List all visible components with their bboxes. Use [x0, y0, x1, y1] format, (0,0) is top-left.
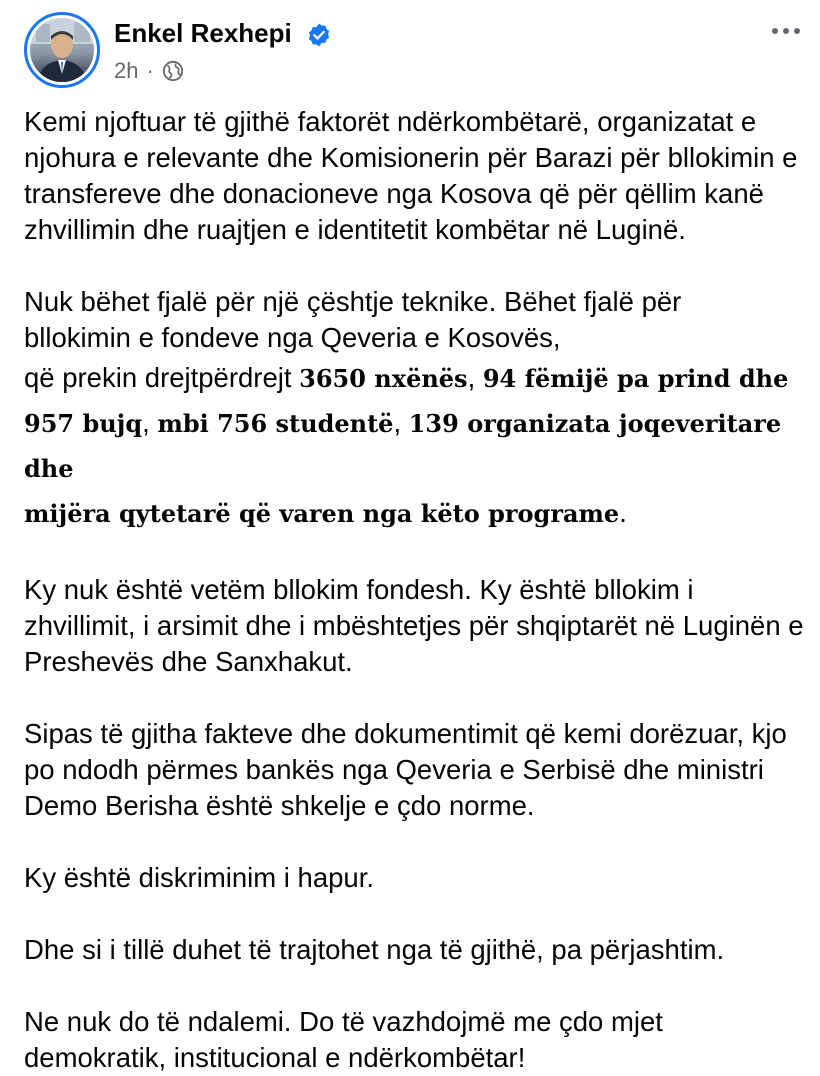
more-dot [794, 28, 800, 34]
bold-students-count: 3650 nxënës [299, 364, 468, 393]
p2-line-1: Nuk bëhet fjalë për një çështje teknike. Bëhet fjalë për [24, 286, 682, 317]
meta-separator: · [146, 58, 154, 83]
globe-icon[interactable] [162, 60, 184, 82]
post-timestamp[interactable]: 2h [114, 58, 139, 83]
post-paragraph-3: Ky nuk është vetëm bllokim fondesh. Ky është bllokim i zhvillimit, i arsimit dhe i mbështetjes për shqiptarët në Luginën e Preshevës dhe Sanxhakut. [24, 574, 804, 677]
post-paragraph-6: Dhe si i tillë duhet të trajtohet nga të gjithë, pa përjashtim. [24, 934, 725, 965]
more-options-icon[interactable] [766, 16, 806, 46]
post-body [24, 104, 810, 1076]
post-meta [114, 58, 184, 84]
verified-badge-icon [306, 22, 332, 48]
profile-photo [30, 18, 94, 82]
more-dot [772, 28, 778, 34]
p2-comma: , [467, 362, 483, 393]
bold-citizens: mijëra qytetarë që varen nga këto programe [24, 499, 620, 528]
p2-comma: , [393, 407, 409, 438]
author-name[interactable]: Enkel Rexhepi [114, 18, 292, 48]
more-dot [783, 28, 789, 34]
p2-comma: , [142, 407, 158, 438]
post-paragraph-4: Sipas të gjitha fakteve dhe dokumentimit që kemi dorëzuar, kjo po ndodh përmes bankës nga Qeveria e Serbisë dhe ministri Demo Berisha është shkelje e çdo norme. [24, 718, 787, 821]
post-paragraph-2 [24, 284, 810, 536]
p2-period: . [619, 497, 627, 528]
post-header [0, 0, 820, 100]
bold-orphans-count: 94 fëmijë pa prind dhe [482, 364, 789, 393]
bold-ngo-count: 139 organizata joqeveritare dhe [24, 409, 782, 483]
p2-line-3-text: që prekin drejtpërdrejt [24, 362, 300, 393]
post-paragraph-7: Ne nuk do të ndalemi. Do të vazhdojmë me çdo mjet demokratik, institucional e ndërkombëtar! [24, 1006, 663, 1073]
p2-line-2: bllokimin e fondeve nga Qeveria e Kosovës, [24, 322, 561, 353]
bold-university-students: mbi 756 studentë [157, 409, 394, 438]
post-paragraph-1: Kemi njoftuar të gjithë faktorët ndërkombëtarë, organizatat e njohura e relevante dhe Komisionerin për Barazi për bllokimin e transfereve dhe donacioneve nga Kosova që për qëllim kanë zhvillimin dhe ruajtjen e identitetit kombëtar në Luginë. [24, 106, 798, 245]
avatar[interactable] [24, 12, 100, 88]
bold-farmers-count: 957 bujq [24, 409, 143, 438]
post-paragraph-5: Ky është diskriminim i hapur. [24, 862, 374, 893]
